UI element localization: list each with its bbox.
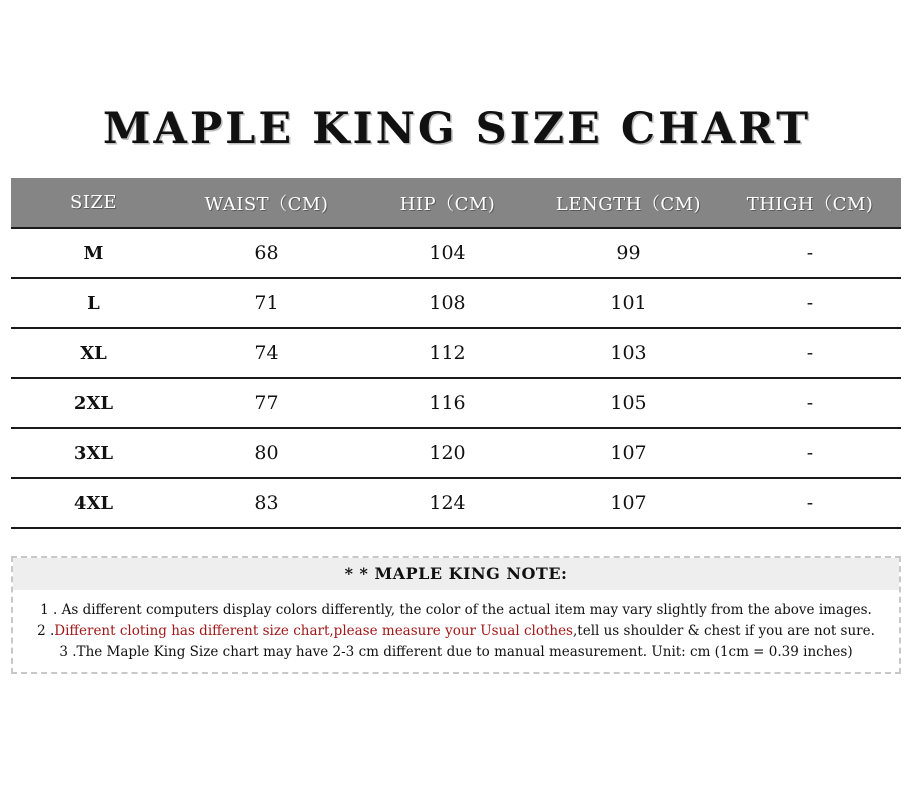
note-box <box>11 556 901 674</box>
cell-hip: 124 <box>429 492 466 514</box>
note-lines <box>13 590 899 663</box>
cell-waist: 74 <box>254 342 279 364</box>
cell-size: 3XL <box>73 442 114 464</box>
cell-thigh: - <box>806 342 814 364</box>
cell-waist: 68 <box>254 242 279 264</box>
cell-size: L <box>87 292 100 314</box>
note-line-2-rest: ,tell us shoulder & chest if you are not sure. <box>572 623 875 639</box>
table-row <box>11 279 901 329</box>
note-heading: * * MAPLE KING NOTE: <box>13 558 899 590</box>
cell-size: 2XL <box>73 392 114 414</box>
page-title: MAPLE KING SIZE CHART <box>102 104 812 154</box>
cell-length: 101 <box>610 292 647 314</box>
cell-length: 107 <box>610 442 647 464</box>
cell-thigh: - <box>806 242 814 264</box>
note-line-2 <box>13 621 899 642</box>
header-thigh: THIGH（CM) <box>746 193 874 215</box>
header-length: LENGTH（CM) <box>555 193 702 215</box>
cell-hip: 116 <box>429 392 466 414</box>
header-waist: WAIST（CM) <box>204 193 329 215</box>
cell-length: 103 <box>610 342 647 364</box>
note-line-1: 1 . As different computers display colors differently, the color of the actual item may vary slightly from the above images. <box>40 602 872 618</box>
cell-length: 99 <box>616 242 641 264</box>
table-row <box>11 329 901 379</box>
cell-length: 105 <box>610 392 647 414</box>
cell-waist: 83 <box>254 492 279 514</box>
cell-size: 4XL <box>73 492 114 514</box>
cell-waist: 71 <box>254 292 279 314</box>
cell-hip: 104 <box>429 242 466 264</box>
table-row <box>11 429 901 479</box>
table-row <box>11 379 901 429</box>
cell-size: XL <box>80 342 107 364</box>
note-line-3: 3 .The Maple King Size chart may have 2-3 cm different due to manual measurement. Unit: cm (1cm = 0.39 inches) <box>59 644 853 660</box>
cell-thigh: - <box>806 392 814 414</box>
cell-length: 107 <box>610 492 647 514</box>
table-row <box>11 229 901 279</box>
cell-waist: 80 <box>254 442 279 464</box>
cell-thigh: - <box>806 292 814 314</box>
cell-size: M <box>83 242 104 264</box>
cell-thigh: - <box>806 442 814 464</box>
header-hip: HIP（CM) <box>399 193 496 215</box>
header-size: SIZE <box>69 192 118 213</box>
cell-hip: 120 <box>429 442 466 464</box>
cell-hip: 108 <box>429 292 466 314</box>
cell-hip: 112 <box>429 342 466 364</box>
table-row <box>11 479 901 529</box>
note-line-2-prefix: 2 . <box>37 623 55 639</box>
table-header-row <box>11 178 901 229</box>
cell-thigh: - <box>806 492 814 514</box>
note-line-2-highlight: Different cloting has different size chart,please measure your Usual clothes <box>54 623 573 639</box>
size-chart-table <box>11 178 901 529</box>
cell-waist: 77 <box>254 392 279 414</box>
